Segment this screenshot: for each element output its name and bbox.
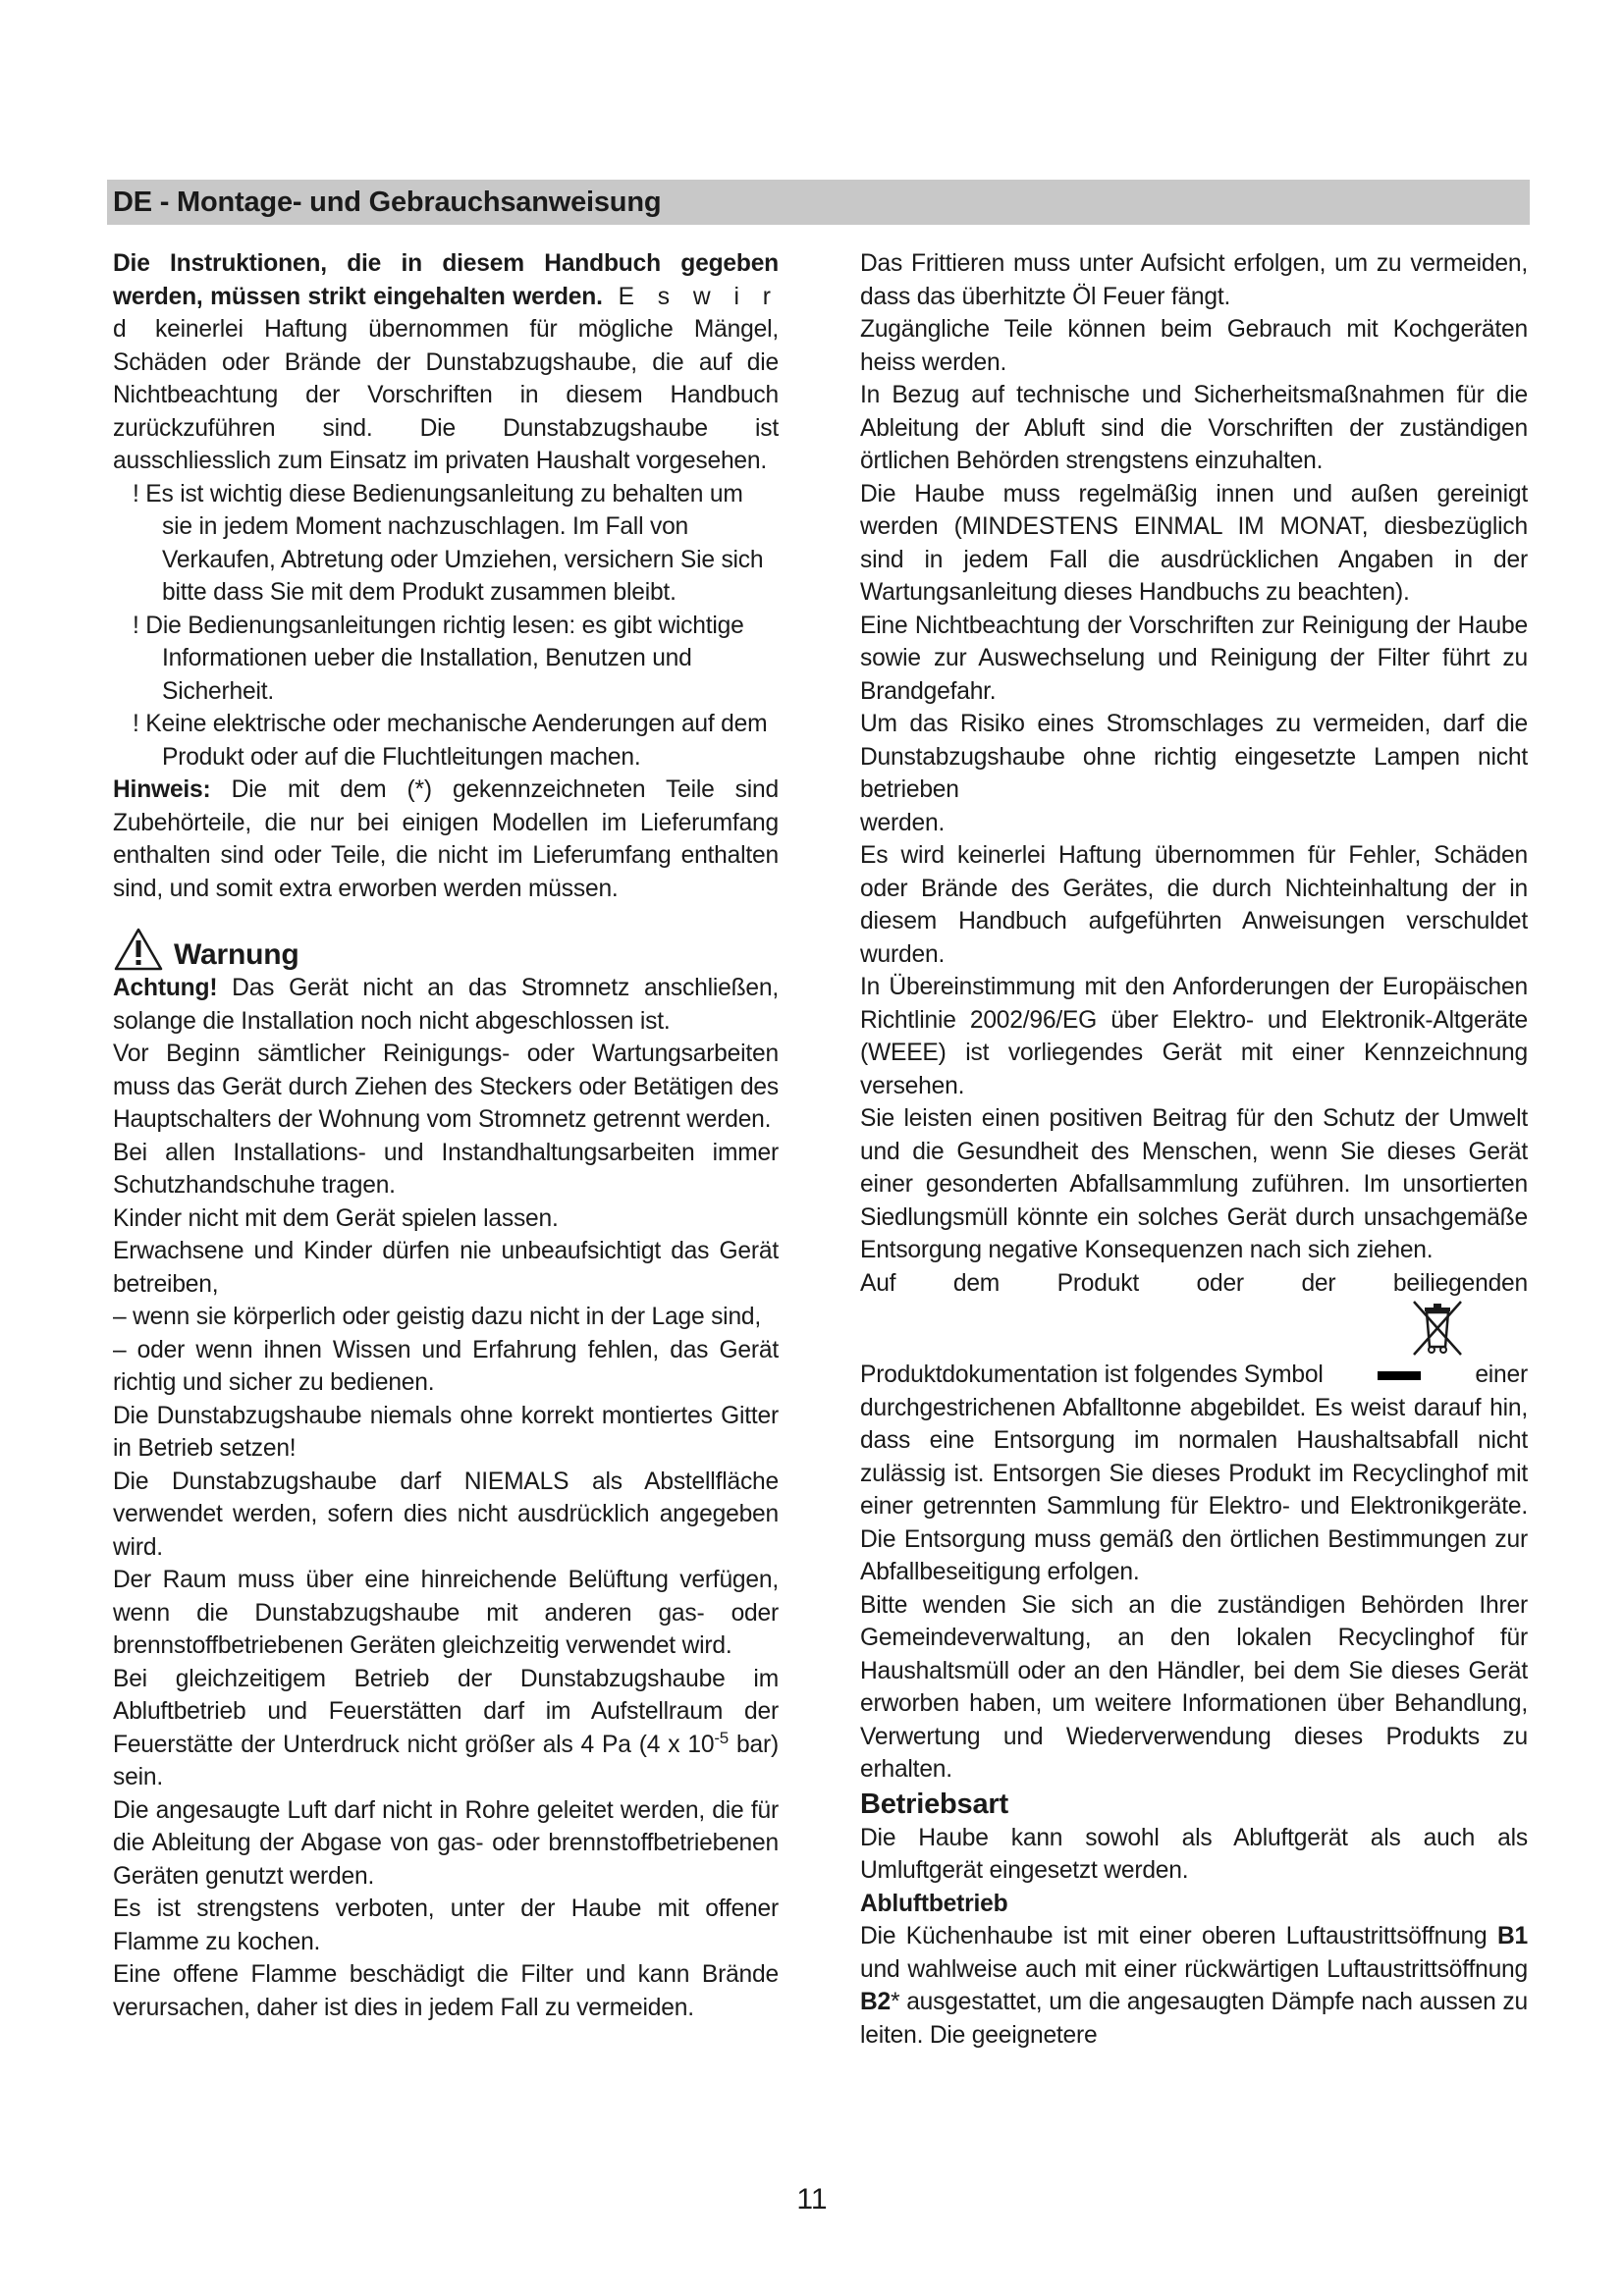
bullet-item: ! Die Bedienungsanleitungen richtig lesen: es gibt wichtige Informationen ueber die Installation, Benutzen und Sicherheit. — [133, 612, 744, 705]
paragraph: Um das Risiko eines Stromschlages zu vermeiden, darf die Dunstabzugshaube ohne richtig eingesetzte Lampen nicht betrieben — [860, 711, 1528, 803]
paragraph: durchgestrichenen Abfalltonne abgebildet. Es weist darauf hin, dass eine Entsorgung im normalen Haushaltsabfall nicht zulässig ist. Entsorgen Sie dieses Produkt im Recyclinghof mit einer getrennten Sammlung für Elektro- und Elektronikgeräte. Die Entsorgung muss gemäß den örtlichen Bestimmungen zur Abfallbeseitigung erfolgen. — [860, 1394, 1528, 1585]
warning-title: Warnung — [174, 938, 299, 971]
intro-paragraph: Die Instruktionen, die in diesem Handbuch gegeben werden, müssen strikt eingehalten werden. E s w i r d keinerlei Haftung übernommen für mögliche Mängel, Schäden oder Brände der Dunstabzugshaube, die auf die Nichtbeachtung der Vorschriften in diesem Handbuch zurückzuführen sind. Die Dunstabzugshaube ist ausschliesslich zum Einsatz im privaten Haushalt vorgesehen. — [113, 250, 779, 474]
paragraph: Es wird keinerlei Haftung übernommen für Fehler, Schäden oder Brände des Gerätes, die durch Nichteinhaltung der in diesem Handbuch aufgeführten Anweisungen verschuldet wurden. — [860, 842, 1528, 968]
hinweis-paragraph: Hinweis: Die mit dem (*) gekennzeichneten Teile sind Zubehörteile, die nur bei einigen Modellen im Lieferumfang enthalten sind oder Teile, die nicht im Lieferumfang enthalten sind, und somit extra erworben werden müssen. — [113, 776, 779, 902]
paragraph: Es ist strengstens verboten, unter der Haube mit offener Flamme zu kochen. — [113, 1896, 779, 1955]
paragraph: Die Haube muss regelmäßig innen und außen gereinigt werden (MINDESTENS EINMAL IM MONAT, diesbezüglich sind in jedem Fall die ausdrücklichen Angaben in der Wartungsanleitung dieses Handbuchs zu beachten). — [860, 480, 1528, 606]
paragraph: In Übereinstimmung mit den Anforderungen der Europäischen Richtlinie 2002/96/EG über Elektro- und Elektronik-Altgeräte (WEEE) ist vorliegendes Gerät mit einer Kennzeichnung versehen. — [860, 974, 1528, 1099]
warning-triangle-icon — [113, 927, 164, 972]
paragraph: Bitte wenden Sie sich an die zuständigen Behörden Ihrer Gemeindeverwaltung, an den lokalen Recyclinghof für Haushaltsmüll oder an den Händler, bei dem Sie dieses Gerät erworben haben, um weitere Informationen über Behandlung, Verwertung und Wiederverwendung dieses Produkts zu erhalten. — [860, 1591, 1528, 1783]
paragraph: Die Küchenhaube ist mit einer oberen Luftaustrittsöffnung B1 und wahlweise auch mit einer rückwärtigen Luftaustrittsöffnung B2* ausgestattet, um die angesaugten Dämpfe nach aussen zu leiten. Die geeignetere — [860, 1923, 1528, 2049]
warning-heading — [113, 925, 779, 972]
black-bar-symbol — [1356, 1359, 1442, 1392]
bullet-item: ! Keine elektrische oder mechanische Aenderungen auf dem Produkt oder auf die Fluchtleitungen machen. — [133, 711, 768, 771]
paragraph: – wenn sie körperlich oder geistig dazu nicht in der Lage sind, — [113, 1304, 762, 1330]
paragraph: Sie leisten einen positiven Beitrag für den Schutz der Umwelt und die Gesundheit des Menschen, wenn Sie dieses Gerät einer gesonderten Abfallsammlung zuführen. Im unsortierten Siedlungsmüll könnte ein solches Gerät durch unsachgemäße Entsorgung negative Konsequenzen nach sich ziehen. — [860, 1105, 1528, 1263]
paragraph: werden. — [860, 809, 946, 836]
symbol-line: Produktdokumentation ist folgendes Symbol einer — [860, 1359, 1528, 1392]
paragraph: Erwachsene und Kinder dürfen nie unbeaufsichtigt das Gerät betreiben, — [113, 1238, 779, 1298]
paragraph: – oder wenn ihnen Wissen und Erfahrung fehlen, das Gerät richtig und sicher zu bedienen. — [113, 1336, 779, 1396]
paragraph: Die Haube kann sowohl als Abluftgerät als auch als Umluftgerät eingesetzt werden. — [860, 1824, 1528, 1884]
achtung-paragraph: Achtung! Das Gerät nicht an das Stromnetz anschließen, solange die Installation noch nicht abgeschlossen ist. — [113, 975, 779, 1035]
left-column — [113, 247, 779, 2024]
paragraph: Das Frittieren muss unter Aufsicht erfolgen, um zu vermeiden, dass das überhitzte Öl Feuer fängt. — [860, 250, 1528, 310]
page-title: DE - Montage- und Gebrauchsanweisung — [113, 187, 662, 218]
crossed-bin-icon — [1408, 1298, 1467, 1359]
weee-word-line: Auf dem Produkt oder der beiliegenden — [860, 1269, 1528, 1297]
paragraph: Bei allen Installations- und Instandhaltungsarbeiten immer Schutzhandschuhe tragen. — [113, 1139, 779, 1199]
paragraph: Kinder nicht mit dem Gerät spielen lassen. — [113, 1204, 559, 1232]
paragraph: Vor Beginn sämtlicher Reinigungs- oder Wartungsarbeiten muss das Gerät durch Ziehen des Steckers oder Betätigen des Hauptschalters der Wohnung vom Stromnetz getrennt werden. — [113, 1041, 779, 1133]
paragraph: Zugängliche Teile können beim Gebrauch mit Kochgeräten heiss werden. — [860, 316, 1528, 376]
subheading-abluftbetrieb: Abluftbetrieb — [860, 1890, 1008, 1917]
paragraph: Bei gleichzeitigem Betrieb der Dunstabzugshaube im Abluftbetrieb und Feuerstätten darf im Aufstellraum der Feuerstätte der Unterdruck nicht größer als 4 Pa (4 x $10^{-5}$ bar) sein. — [113, 1665, 779, 1790]
paragraph: Der Raum muss über eine hinreichende Belüftung verfügen, wenn die Dunstabzugshaube mit anderen gas- oder brennstoffbetriebenen Geräten gleichzeitig verwendet wird. — [113, 1567, 779, 1659]
paragraph: Die Dunstabzugshaube niemals ohne korrekt montiertes Gitter in Betrieb setzen! — [113, 1402, 779, 1462]
paragraph: Eine offene Flamme beschädigt die Filter und kann Brände verursachen, daher ist dies in jedem Fall zu vermeiden. — [113, 1961, 779, 2021]
weee-icon-row — [860, 1300, 1528, 1359]
paragraph: Eine Nichtbeachtung der Vorschriften zur Reinigung der Haube sowie zur Auswechselung und Reinigung der Filter führt zu Brandgefahr. — [860, 612, 1528, 705]
page-number: 11 — [796, 2183, 828, 2216]
right-column — [860, 247, 1528, 2052]
section-header — [107, 180, 1530, 225]
section-title-betriebsart: Betriebsart — [860, 1788, 1008, 1820]
paragraph: Die Dunstabzugshaube darf NIEMALS als Abstellfläche verwendet werden, sofern dies nicht ausdrücklich angegeben wird. — [113, 1468, 779, 1561]
bullet-item: ! Es ist wichtig diese Bedienungsanleitung zu behalten um sie in jedem Moment nachzuschlagen. Im Fall von Verkaufen, Abtretung oder Umziehen, versichern Sie sich bitte dass Sie mit dem Produkt zusammen bleibt. — [133, 480, 764, 606]
paragraph: Die angesaugte Luft darf nicht in Rohre geleitet werden, die für die Ableitung der Abgase von gas- oder brennstoffbetriebenen Geräten genutzt werden. — [113, 1796, 779, 1890]
paragraph: In Bezug auf technische und Sicherheitsmaßnahmen für die Ableitung der Abluft sind die Vorschriften der zuständigen örtlichen Behörden strengstens einzuhalten. — [860, 382, 1528, 474]
